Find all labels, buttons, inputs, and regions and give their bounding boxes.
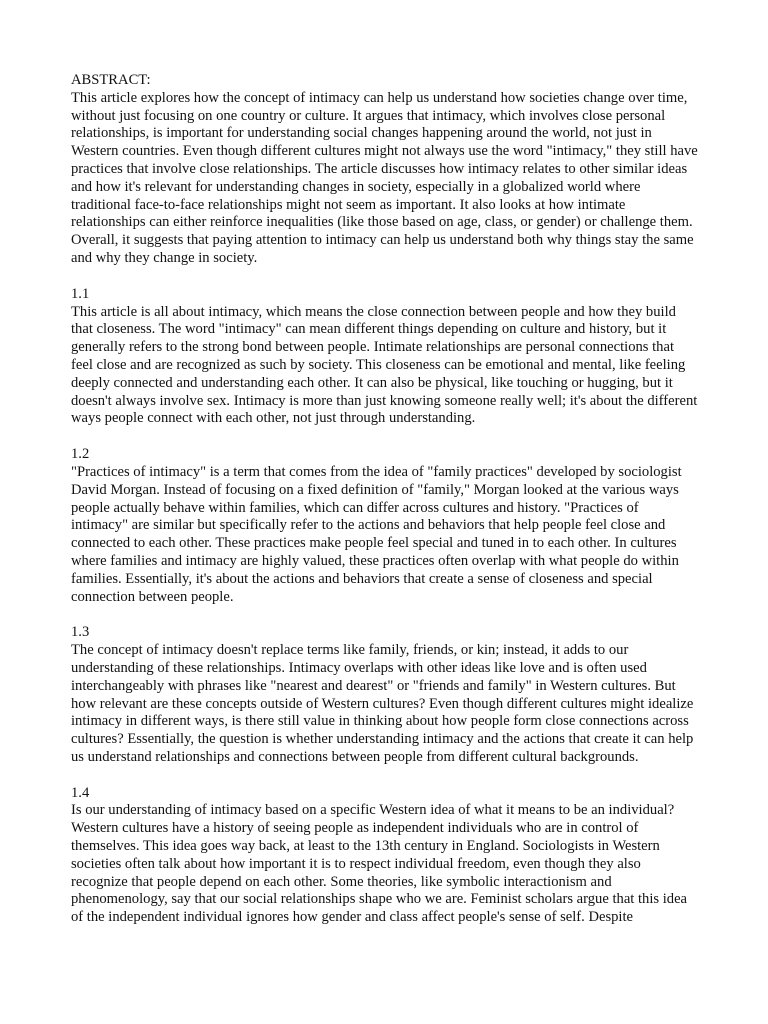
- section-1-2: [71, 446, 699, 606]
- document-page: [71, 72, 699, 945]
- section-paragraph: This article is all about intimacy, which means the close connection between people and how they build that closeness. The word "intimacy" can mean different things depending on culture and history, but it generally refers to the strong bond between people. Intimate relationships are personal connections that feel close and are recognized as such by society. This closeness can be emotional and mental, like feeling deeply connected and understanding each other. It can also be physical, like touching or hugging, but it doesn't always involve sex. Intimacy is more than just knowing someone really well; it's about the different ways people connect with each other, not just through understanding.: [71, 303, 698, 427]
- section-paragraph: Is our understanding of intimacy based on a specific Western idea of what it means to be an individual? Western cultures have a history of seeing people as independent individuals who are in control of themselves. This idea goes way back, at least to the 13th century in England. Sociologists in Western societies often talk about how important it is to respect individual freedom, even though they also recognize that people depend on each other. Some theories, like symbolic interactionism and phenomenology, say that our social relationships shape who we are. Feminist scholars argue that this idea of the independent individual ignores how gender and class affect people's sense of self. Despite: [71, 802, 688, 926]
- section-paragraph: This article explores how the concept of intimacy can help us understand how societies change over time, without just focusing on one country or culture. It argues that intimacy, which involves close personal relationships, is important for understanding social changes happening around the world, not just in Western countries. Even though different cultures might not always use the word "intimacy," they still have practices that involve close relationships. The article discusses how intimacy relates to other similar ideas and how it's relevant for understanding changes in society, especially in a globalized world where traditional face-to-face relationships might not seem as important. It also looks at how intimate relationships can either reinforce inequalities (like those based on age, class, or gender) or challenge them. Overall, it suggests that paying attention to intimacy can help us understand both why things stay the same and why they change in society.: [71, 89, 698, 266]
- abstract-section: [71, 72, 699, 268]
- section-1-3: [71, 624, 699, 766]
- section-heading: 1.4: [71, 784, 90, 801]
- section-paragraph: The concept of intimacy doesn't replace terms like family, friends, or kin; instead, it adds to our understanding of these relationships. Intimacy overlaps with other ideas like love and is often used interchangeably with phrases like "nearest and dearest" or "friends and family" in Western cultures. But how relevant are these concepts outside of Western cultures? Even though different cultures might idealize intimacy in different ways, is there still value in thinking about how people form close connections across cultures? Essentially, the question is whether understanding intimacy and the actions that create it can help us understand relationships and connections between people from different cultural backgrounds.: [71, 642, 694, 765]
- section-heading: ABSTRACT:: [71, 72, 151, 88]
- section-1-4: [71, 785, 699, 927]
- section-paragraph: "Practices of intimacy" is a term that comes from the idea of "family practices" developed by sociologist David Morgan. Instead of focusing on a fixed definition of "family," Morgan looked at the various ways people actually behave within families, which can differ across cultures and history. "Practices of intimacy" are similar but specifically refer to the actions and behaviors that help people feel close and connected to each other. These practices make people feel special and tuned in to each other. In cultures where families and intimacy are highly valued, these practices often overlap with what people do within families. Essentially, it's about the actions and behaviors that create a sense of closeness and special connection between people.: [71, 463, 682, 605]
- section-1-1: [71, 286, 699, 428]
- section-heading: 1.1: [71, 285, 90, 302]
- section-heading: 1.2: [71, 446, 90, 463]
- section-heading: 1.3: [71, 624, 90, 641]
